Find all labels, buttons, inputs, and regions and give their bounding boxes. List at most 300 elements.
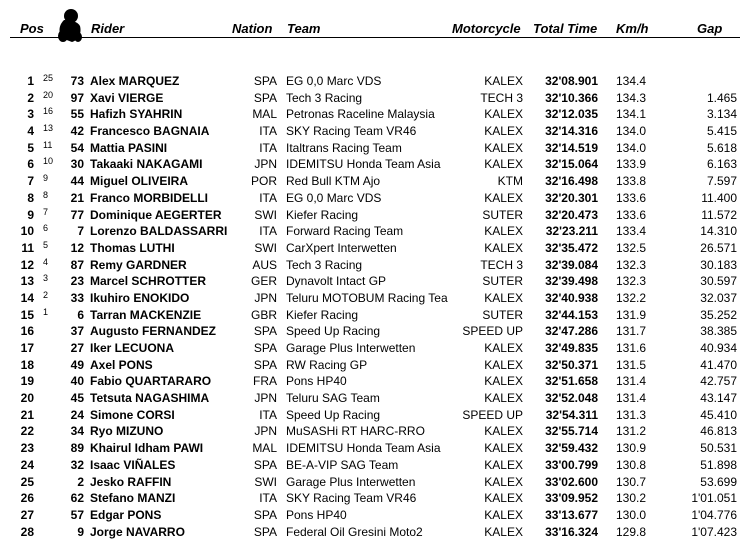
header-team: Team [287, 21, 321, 36]
motorcycle-rider-icon [52, 6, 88, 44]
nation: ITA [259, 140, 277, 155]
nation: ITA [259, 224, 277, 239]
rider-name: Thomas LUTHI [90, 240, 175, 255]
results-table [0, 73, 745, 540]
nation: SWI [254, 240, 277, 255]
team: EG 0,0 Marc VDS [286, 74, 382, 88]
position: 22 [20, 424, 34, 439]
team: Teluru MOTOBUM Racing Tea [286, 290, 448, 305]
nation: ITA [259, 407, 277, 422]
team: Italtrans Racing Team [286, 140, 402, 155]
table-row [0, 273, 745, 290]
rider-name: Jorge NAVARRO [90, 524, 185, 539]
rider-name: Lorenzo BALDASSARRI [90, 224, 228, 239]
rider-number: 9 [77, 524, 84, 539]
table-row [0, 357, 745, 374]
position: 7 [27, 174, 34, 189]
rider-number: 21 [70, 190, 84, 205]
table-row [0, 307, 745, 324]
motorcycle: KALEX [484, 507, 523, 522]
header-total-time: Total Time [533, 21, 598, 36]
motorcycle: SPEED UP [462, 407, 523, 422]
speed-kmh: 132.3 [616, 274, 647, 289]
total-time: 32'35.472 [545, 240, 598, 255]
position: 23 [20, 441, 34, 456]
motorcycle: KALEX [484, 374, 523, 389]
rider-number: 34 [70, 424, 84, 439]
gap: 7.597 [706, 174, 737, 189]
nation: SPA [253, 457, 277, 472]
total-time: 32'40.938 [545, 290, 598, 305]
total-time: 33'13.677 [545, 507, 598, 522]
nation: SPA [253, 90, 277, 105]
table-row [0, 106, 745, 123]
team: Petronas Raceline Malaysia [286, 107, 435, 122]
total-time: 32'14.519 [545, 140, 598, 155]
total-time: 32'10.366 [545, 90, 598, 105]
speed-kmh: 130.9 [616, 441, 647, 456]
nation: MAL [252, 441, 277, 456]
table-row [0, 90, 745, 107]
position: 13 [20, 274, 34, 289]
header-pos: Pos [20, 21, 44, 36]
header-gap: Gap [697, 21, 723, 36]
points: 9 [43, 173, 49, 184]
total-time: 32'59.432 [545, 441, 598, 456]
gap: 42.757 [700, 374, 737, 389]
gap: 45.410 [700, 407, 737, 422]
rider-number: 12 [70, 240, 84, 255]
team: MuSASHi RT HARC-RRO [286, 424, 425, 439]
total-time: 32'15.064 [545, 157, 598, 172]
total-time: 32'23.211 [545, 224, 598, 239]
total-time: 33'00.799 [545, 457, 598, 472]
points: 1 [43, 306, 49, 317]
motorcycle: KALEX [484, 74, 523, 88]
speed-kmh: 134.0 [616, 124, 647, 139]
gap: 1'01.051 [691, 491, 737, 506]
nation: SPA [253, 324, 277, 339]
points: 11 [43, 139, 53, 150]
nation: SPA [253, 524, 277, 539]
nation: JPN [254, 157, 277, 172]
team: Garage Plus Interwetten [286, 341, 416, 355]
speed-kmh: 130.2 [616, 491, 647, 506]
table-row [0, 207, 745, 224]
rider-number: 40 [70, 374, 84, 389]
points: 16 [43, 106, 54, 117]
speed-kmh: 129.8 [616, 524, 647, 539]
speed-kmh: 131.2 [616, 424, 647, 439]
position: 20 [20, 391, 34, 406]
total-time: 32'51.658 [545, 374, 598, 389]
nation: ITA [259, 491, 277, 506]
motorcycle: KALEX [484, 107, 523, 122]
speed-kmh: 132.5 [616, 240, 647, 255]
rider-name: Augusto FERNANDEZ [90, 324, 216, 339]
rider-name: Jesko RAFFIN [90, 474, 172, 489]
position: 10 [20, 224, 34, 239]
team: IDEMITSU Honda Team Asia [286, 441, 441, 456]
motorcycle: TECH 3 [480, 257, 523, 272]
nation: JPN [254, 290, 277, 305]
points: 7 [43, 206, 49, 217]
rider-name: Simone CORSI [90, 407, 175, 422]
rider-name: Miguel OLIVEIRA [90, 174, 189, 189]
rider-number: 32 [70, 457, 84, 472]
motorcycle: KALEX [484, 424, 523, 439]
gap: 1.465 [706, 90, 737, 105]
nation: JPN [254, 391, 277, 406]
rider-name: Francesco BAGNAIA [90, 124, 210, 139]
team: CarXpert Interwetten [286, 240, 397, 255]
position: 18 [20, 357, 34, 372]
rider-name: Iker LECUONA [90, 341, 175, 355]
nation: JPN [254, 424, 277, 439]
position: 2 [27, 90, 34, 105]
rider-name: Tarran MACKENZIE [90, 307, 202, 322]
motorcycle: SUTER [482, 307, 523, 322]
motorcycle: KALEX [484, 391, 523, 406]
nation: SPA [253, 357, 277, 372]
table-row [0, 440, 745, 457]
table-row [0, 474, 745, 491]
team: Speed Up Racing [286, 407, 381, 422]
rider-name: Fabio QUARTARARO [90, 374, 212, 389]
points: 3 [43, 273, 49, 284]
points: 8 [43, 189, 49, 200]
speed-kmh: 134.0 [616, 140, 647, 155]
rider-number: 49 [70, 357, 84, 372]
position: 19 [20, 374, 34, 389]
position: 26 [20, 491, 34, 506]
gap: 46.813 [700, 424, 737, 439]
gap: 40.934 [700, 341, 737, 355]
gap: 5.618 [706, 140, 737, 155]
total-time: 32'14.316 [545, 124, 598, 139]
motorcycle: KALEX [484, 240, 523, 255]
gap: 35.252 [700, 307, 737, 322]
motorcycle: KALEX [484, 224, 523, 239]
team: Red Bull KTM Ajo [286, 174, 381, 189]
speed-kmh: 131.4 [616, 391, 647, 406]
motorcycle: KALEX [484, 140, 523, 155]
rider-name: Ryo MIZUNO [90, 424, 164, 439]
team: RW Racing GP [286, 357, 368, 372]
position: 1 [27, 74, 34, 88]
team: Garage Plus Interwetten [286, 474, 416, 489]
nation: SPA [253, 74, 277, 88]
points: 2 [43, 289, 49, 300]
rider-number: 23 [70, 274, 84, 289]
total-time: 33'16.324 [545, 524, 598, 539]
total-time: 32'16.498 [545, 174, 598, 189]
header-rider: Rider [91, 21, 125, 36]
motorcycle: SUTER [482, 207, 523, 222]
position: 25 [20, 474, 34, 489]
rider-number: 30 [70, 157, 84, 172]
rider-number: 33 [70, 290, 84, 305]
table-row [0, 524, 745, 541]
position: 5 [27, 140, 34, 155]
total-time: 32'39.084 [545, 257, 598, 272]
motorcycle: KALEX [484, 341, 523, 355]
rider-name: Edgar PONS [90, 507, 162, 522]
nation: SPA [253, 341, 277, 355]
table-row [0, 373, 745, 390]
table-row [0, 73, 745, 90]
position: 4 [27, 124, 34, 139]
points: 5 [43, 239, 49, 250]
nation: SWI [254, 207, 277, 222]
speed-kmh: 131.7 [616, 324, 647, 339]
speed-kmh: 134.1 [616, 107, 647, 122]
rider-name: Mattia PASINI [90, 140, 168, 155]
motorcycle: SPEED UP [462, 324, 523, 339]
motorcycle: KALEX [484, 124, 523, 139]
team: Kiefer Racing [286, 307, 359, 322]
points: 10 [43, 156, 54, 167]
table-row [0, 423, 745, 440]
motorcycle: KALEX [484, 457, 523, 472]
position: 9 [27, 207, 34, 222]
speed-kmh: 133.6 [616, 207, 647, 222]
position: 15 [20, 307, 34, 322]
results-header [0, 0, 745, 40]
team: Teluru SAG Team [286, 391, 380, 406]
position: 6 [27, 157, 34, 172]
rider-number: 89 [70, 441, 84, 456]
nation: FRA [253, 374, 277, 389]
rider-number: 54 [70, 140, 84, 155]
speed-kmh: 130.7 [616, 474, 647, 489]
table-row [0, 490, 745, 507]
rider-name: Isaac VIÑALES [90, 457, 176, 472]
speed-kmh: 131.9 [616, 307, 647, 322]
table-row [0, 457, 745, 474]
gap: 32.037 [700, 290, 737, 305]
speed-kmh: 133.8 [616, 174, 647, 189]
nation: MAL [252, 107, 277, 122]
rider-number: 37 [70, 324, 84, 339]
total-time: 32'47.286 [545, 324, 598, 339]
total-time: 32'52.048 [545, 391, 598, 406]
nation: ITA [259, 124, 277, 139]
position: 14 [20, 290, 34, 305]
gap: 3.134 [706, 107, 737, 122]
rider-number: 62 [70, 491, 84, 506]
position: 8 [27, 190, 34, 205]
motorcycle: KTM [497, 174, 523, 189]
gap: 5.415 [706, 124, 737, 139]
position: 28 [20, 524, 34, 539]
position: 12 [20, 257, 34, 272]
team: Federal Oil Gresini Moto2 [286, 524, 423, 539]
speed-kmh: 131.5 [616, 357, 647, 372]
rider-name: Hafizh SYAHRIN [90, 107, 183, 122]
table-row [0, 223, 745, 240]
nation: GBR [250, 307, 277, 322]
table-row [0, 240, 745, 257]
header-divider [10, 37, 740, 38]
gap: 11.400 [701, 190, 737, 205]
nation: SPA [253, 507, 277, 522]
team: Forward Racing Team [286, 224, 404, 239]
total-time: 33'02.600 [545, 474, 598, 489]
motorcycle: KALEX [484, 357, 523, 372]
rider-name: Franco MORBIDELLI [90, 190, 209, 205]
team: IDEMITSU Honda Team Asia [286, 157, 441, 172]
rider-number: 87 [70, 257, 84, 272]
rider-name: Marcel SCHROTTER [90, 274, 207, 289]
team: Pons HP40 [286, 507, 347, 522]
rider-name: Takaaki NAKAGAMI [90, 157, 203, 172]
nation: SWI [254, 474, 277, 489]
team: Kiefer Racing [286, 207, 359, 222]
speed-kmh: 130.0 [616, 507, 647, 522]
total-time: 32'44.153 [545, 307, 598, 322]
speed-kmh: 131.3 [616, 407, 647, 422]
speed-kmh: 132.2 [616, 290, 647, 305]
rider-number: 2 [77, 474, 84, 489]
team: Dynavolt Intact GP [286, 274, 387, 289]
table-row [0, 290, 745, 307]
speed-kmh: 130.8 [616, 457, 647, 472]
gap: 1'07.423 [691, 524, 737, 539]
points: 6 [43, 223, 49, 234]
total-time: 32'54.311 [545, 407, 598, 422]
rider-number: 55 [70, 107, 84, 122]
motorcycle: KALEX [484, 190, 523, 205]
total-time: 32'12.035 [545, 107, 598, 122]
total-time: 32'39.498 [545, 274, 598, 289]
rider-name: Khairul Idham PAWI [90, 441, 204, 456]
total-time: 32'55.714 [545, 424, 598, 439]
rider-name: Axel PONS [90, 357, 153, 372]
table-row [0, 140, 745, 157]
motorcycle: KALEX [484, 491, 523, 506]
nation: AUS [252, 257, 277, 272]
team: SKY Racing Team VR46 [286, 124, 417, 139]
rider-number: 73 [70, 74, 84, 88]
total-time: 32'50.371 [545, 357, 598, 372]
speed-kmh: 131.6 [616, 341, 647, 355]
table-row [0, 257, 745, 274]
table-row [0, 407, 745, 424]
table-row [0, 390, 745, 407]
rider-number: 24 [70, 407, 84, 422]
motorcycle: KALEX [484, 441, 523, 456]
team: BE-A-VIP SAG Team [286, 457, 399, 472]
speed-kmh: 133.4 [616, 224, 647, 239]
motorcycle: KALEX [484, 524, 523, 539]
rider-name: Remy GARDNER [90, 257, 187, 272]
motorcycle: KALEX [484, 290, 523, 305]
gap: 43.147 [700, 391, 737, 406]
rider-name: Xavi VIERGE [90, 90, 164, 105]
team: Speed Up Racing [286, 324, 381, 339]
rider-number: 6 [77, 307, 84, 322]
gap: 30.183 [700, 257, 737, 272]
position: 17 [20, 341, 34, 355]
total-time: 32'08.901 [545, 74, 598, 88]
speed-kmh: 131.4 [616, 374, 647, 389]
rider-name: Alex MARQUEZ [90, 74, 180, 88]
rider-name: Ikuhiro ENOKIDO [90, 290, 190, 305]
gap: 1'04.776 [691, 507, 737, 522]
table-row [0, 173, 745, 190]
table-row [0, 190, 745, 207]
gap: 30.597 [700, 274, 737, 289]
speed-kmh: 133.6 [616, 190, 647, 205]
rider-number: 42 [70, 124, 84, 139]
rider-number: 57 [70, 507, 84, 522]
position: 27 [20, 507, 34, 522]
rider-name: Tetsuta NAGASHIMA [90, 391, 210, 406]
rider-number: 27 [70, 341, 84, 355]
table-row [0, 323, 745, 340]
team: Tech 3 Racing [286, 257, 363, 272]
table-row [0, 123, 745, 140]
nation: POR [250, 174, 277, 189]
total-time: 33'09.952 [545, 491, 598, 506]
position: 24 [20, 457, 34, 472]
gap: 38.385 [700, 324, 737, 339]
motorcycle: KALEX [484, 157, 523, 172]
team: EG 0,0 Marc VDS [286, 190, 382, 205]
speed-kmh: 134.4 [616, 74, 647, 88]
rider-name: Dominique AEGERTER [90, 207, 222, 222]
total-time: 32'49.835 [545, 341, 598, 355]
table-row [0, 340, 745, 357]
gap: 11.572 [701, 207, 737, 222]
motorcycle: SUTER [482, 274, 523, 289]
position: 11 [21, 240, 34, 255]
gap: 14.310 [700, 224, 737, 239]
gap: 6.163 [706, 157, 737, 172]
gap: 41.470 [700, 357, 737, 372]
position: 3 [27, 107, 34, 122]
total-time: 32'20.301 [545, 190, 598, 205]
rider-number: 44 [70, 174, 84, 189]
points: 25 [43, 73, 54, 83]
header-motorcycle: Motorcycle [452, 21, 521, 36]
motorcycle: TECH 3 [480, 90, 523, 105]
header-nation: Nation [232, 21, 273, 36]
speed-kmh: 132.3 [616, 257, 647, 272]
header-kmh: Km/h [616, 21, 649, 36]
gap: 50.531 [700, 441, 737, 456]
points: 20 [43, 89, 54, 100]
speed-kmh: 133.9 [616, 157, 647, 172]
nation: GER [250, 274, 277, 289]
total-time: 32'20.473 [545, 207, 598, 222]
rider-number: 7 [77, 224, 84, 239]
team: SKY Racing Team VR46 [286, 491, 417, 506]
table-row [0, 156, 745, 173]
position: 21 [20, 407, 34, 422]
motorcycle: KALEX [484, 474, 523, 489]
gap: 53.699 [700, 474, 737, 489]
speed-kmh: 134.3 [616, 90, 647, 105]
gap: 51.898 [700, 457, 737, 472]
rider-number: 77 [70, 207, 84, 222]
gap: 26.571 [700, 240, 737, 255]
team: Pons HP40 [286, 374, 347, 389]
rider-name: Stefano MANZI [90, 491, 176, 506]
points: 13 [43, 123, 54, 134]
rider-number: 97 [70, 90, 84, 105]
